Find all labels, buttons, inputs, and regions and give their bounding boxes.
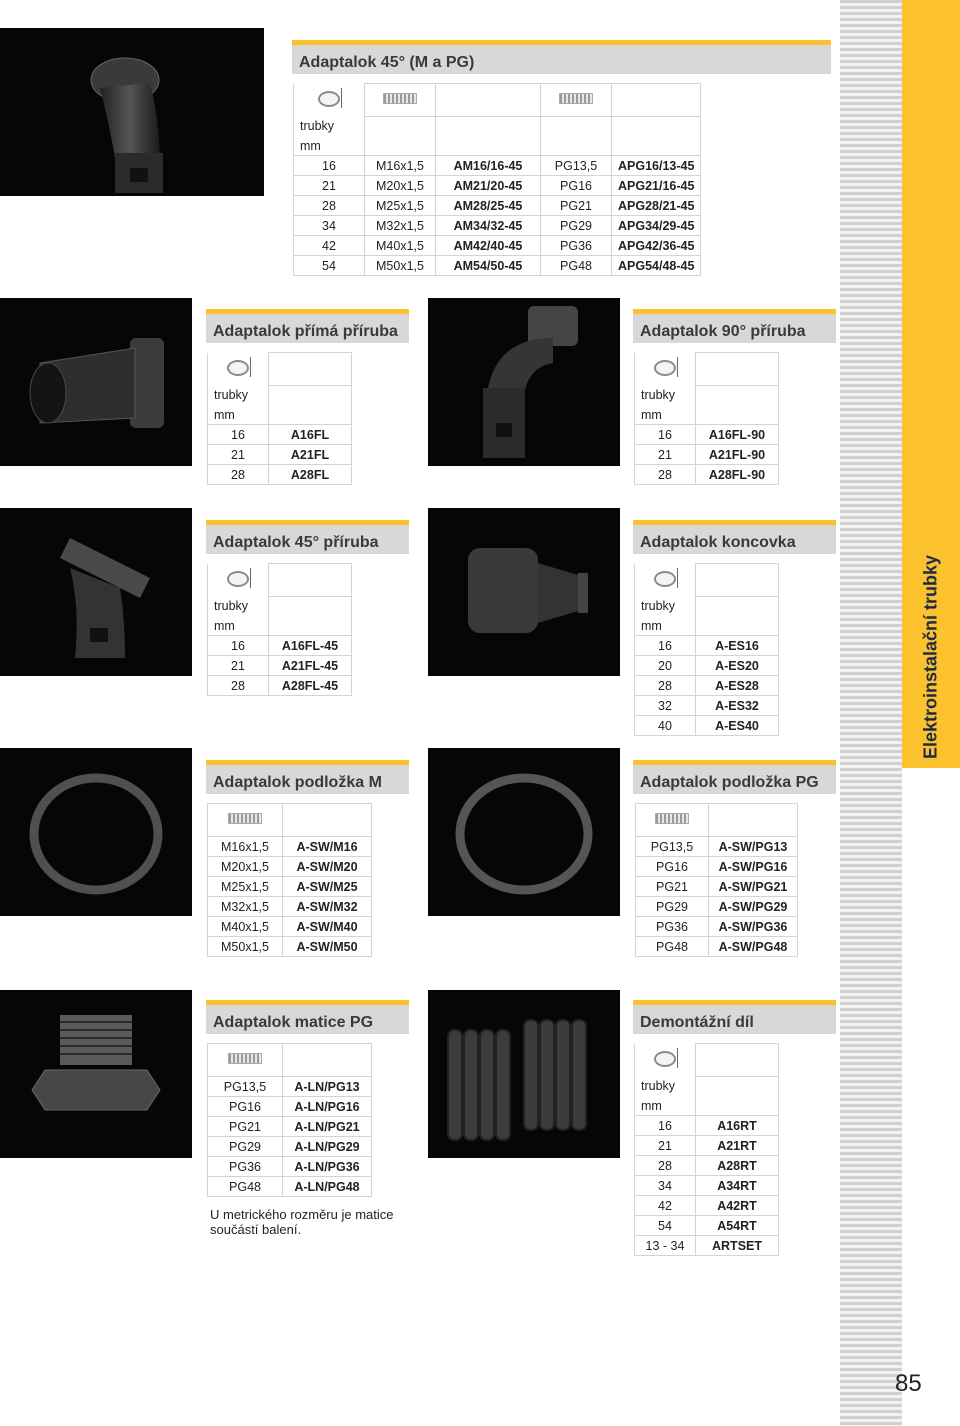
section-title-matice-pg: Adaptalok matice PG [206,1000,409,1034]
tube-diameter-icon [635,564,696,597]
table-row: PG36 A-SW/PG36 [636,917,798,937]
product-photo-adaptalok-45 [0,28,264,196]
tube-diameter-icon [208,353,269,386]
table-row: M40x1,5 A-SW/M40 [208,917,372,937]
table-koncovka: trubky mm 16 A-ES16 20 A-ES20 28 A-ES28 32 A-ES32 40 A-ES40 [634,563,779,736]
table-row: 21 A21FL-90 [635,445,779,465]
side-stripe [840,0,902,1426]
table-row: 13 - 34 ARTSET [635,1236,779,1256]
table-row: 16 A-ES16 [635,636,779,656]
thread-icon [541,84,612,117]
product-photo-45-priruba [0,508,192,676]
table-row: 21 A21RT [635,1136,779,1156]
table-row: PG48 A-SW/PG48 [636,937,798,957]
table-row: PG21 A-SW/PG21 [636,877,798,897]
note-matice: U metrického rozměru je matice součástí balení. [210,1207,394,1237]
table-podlozka-m [207,803,372,957]
thread-icon [208,804,283,837]
table-row: M20x1,5 A-SW/M20 [208,857,372,877]
table-row: 42 M40x1,5 AM42/40-45 PG36 APG42/36-45 [294,236,701,256]
table-row: PG29 A-LN/PG29 [208,1137,372,1157]
table-row: 21 A21FL [208,445,352,465]
section-title-demontazni-dil: Demontážní díl [633,1000,836,1034]
table-row: 20 A-ES20 [635,656,779,676]
table-row: 16 M16x1,5 AM16/16-45 PG13,5 APG16/13-45 [294,156,701,176]
section-title-adaptalok-45: Adaptalok 45° (M a PG) [292,40,831,74]
table-matice-pg [207,1043,372,1197]
table-row: 28 A28FL-90 [635,465,779,485]
section-title-45-priruba: Adaptalok 45° příruba [206,520,409,554]
table-row: 40 A-ES40 [635,716,779,736]
table-row: 28 M25x1,5 AM28/25-45 PG21 APG28/21-45 [294,196,701,216]
product-photo-podlozka-m [0,748,192,916]
table-row: PG16 A-LN/PG16 [208,1097,372,1117]
table-adaptalok-45: trubky mm 16 M16x1,5 AM16/16-45 PG13,5 APG16/13-45 21 M20x1,5 AM21/20-45 PG16 APG21/16-45 28 M25x1,5 AM28/25-45 PG21 APG28/21-45 34 M32x1,5 AM34/32-45 PG29 APG34/29-45 42 M40x1,5 AM42/40-45 PG36 APG42/36-45 54 M50x1,5 AM54/50-45 PG48 APG54/48-45 [293,83,701,276]
thread-icon [365,84,436,117]
table-row: PG48 A-LN/PG48 [208,1177,372,1197]
table-row: M50x1,5 A-SW/M50 [208,937,372,957]
section-title-podlozka-m: Adaptalok podložka M [206,760,409,794]
table-podlozka-pg [635,803,798,957]
section-title-prima-priruba: Adaptalok přímá příruba [206,309,409,343]
product-photo-podlozka-pg [428,748,620,916]
table-row: 34 A34RT [635,1176,779,1196]
table-45-priruba: trubky mm 16 A16FL-45 21 A21FL-45 28 A28FL-45 [207,563,352,696]
table-row: 28 A28FL [208,465,352,485]
table-row: 16 A16FL [208,425,352,445]
table-row: M16x1,5 A-SW/M16 [208,837,372,857]
table-row: M25x1,5 A-SW/M25 [208,877,372,897]
product-photo-90-priruba [428,298,620,466]
table-row: 16 A16RT [635,1116,779,1136]
tube-diameter-icon [294,84,365,117]
tube-diameter-icon [208,564,269,597]
table-row: PG21 A-LN/PG21 [208,1117,372,1137]
product-photo-prima-priruba [0,298,192,466]
table-row: 16 A16FL-45 [208,636,352,656]
table-row: PG13,5 A-SW/PG13 [636,837,798,857]
product-photo-matice-pg [0,990,192,1158]
product-photo-demontazni-dil [428,990,620,1158]
table-row: M32x1,5 A-SW/M32 [208,897,372,917]
thread-icon [636,804,709,837]
table-row: 28 A28RT [635,1156,779,1176]
table-row: PG16 A-SW/PG16 [636,857,798,877]
table-row: 42 A42RT [635,1196,779,1216]
tube-diameter-icon [635,353,696,386]
page-number: 85 [895,1370,922,1397]
table-row: 54 A54RT [635,1216,779,1236]
table-row: 16 A16FL-90 [635,425,779,445]
table-row: PG13,5 A-LN/PG13 [208,1077,372,1097]
product-photo-koncovka [428,508,620,676]
table-row: PG29 A-SW/PG29 [636,897,798,917]
table-row: 28 A-ES28 [635,676,779,696]
table-row: 21 A21FL-45 [208,656,352,676]
side-label: Elektroinstalační trubky [920,554,941,760]
table-row: 34 M32x1,5 AM34/32-45 PG29 APG34/29-45 [294,216,701,236]
section-title-koncovka: Adaptalok koncovka [633,520,836,554]
table-row: 32 A-ES32 [635,696,779,716]
table-row: PG36 A-LN/PG36 [208,1157,372,1177]
table-row: 54 M50x1,5 AM54/50-45 PG48 APG54/48-45 [294,256,701,276]
table-row: 21 M20x1,5 AM21/20-45 PG16 APG21/16-45 [294,176,701,196]
table-prima-priruba: trubky mm 16 A16FL 21 A21FL 28 A28FL [207,352,352,485]
section-title-podlozka-pg: Adaptalok podložka PG [633,760,836,794]
section-title-90-priruba: Adaptalok 90° příruba [633,309,836,343]
thread-icon [208,1044,283,1077]
table-row: 28 A28FL-45 [208,676,352,696]
table-90-priruba: trubky mm 16 A16FL-90 21 A21FL-90 28 A28FL-90 [634,352,779,485]
tube-diameter-icon [635,1044,696,1077]
table-demontazni-dil: trubky mm 16 A16RT 21 A21RT 28 A28RT 34 A34RT 42 A42RT 54 A54RT 13 - 34 ARTSET [634,1043,779,1256]
